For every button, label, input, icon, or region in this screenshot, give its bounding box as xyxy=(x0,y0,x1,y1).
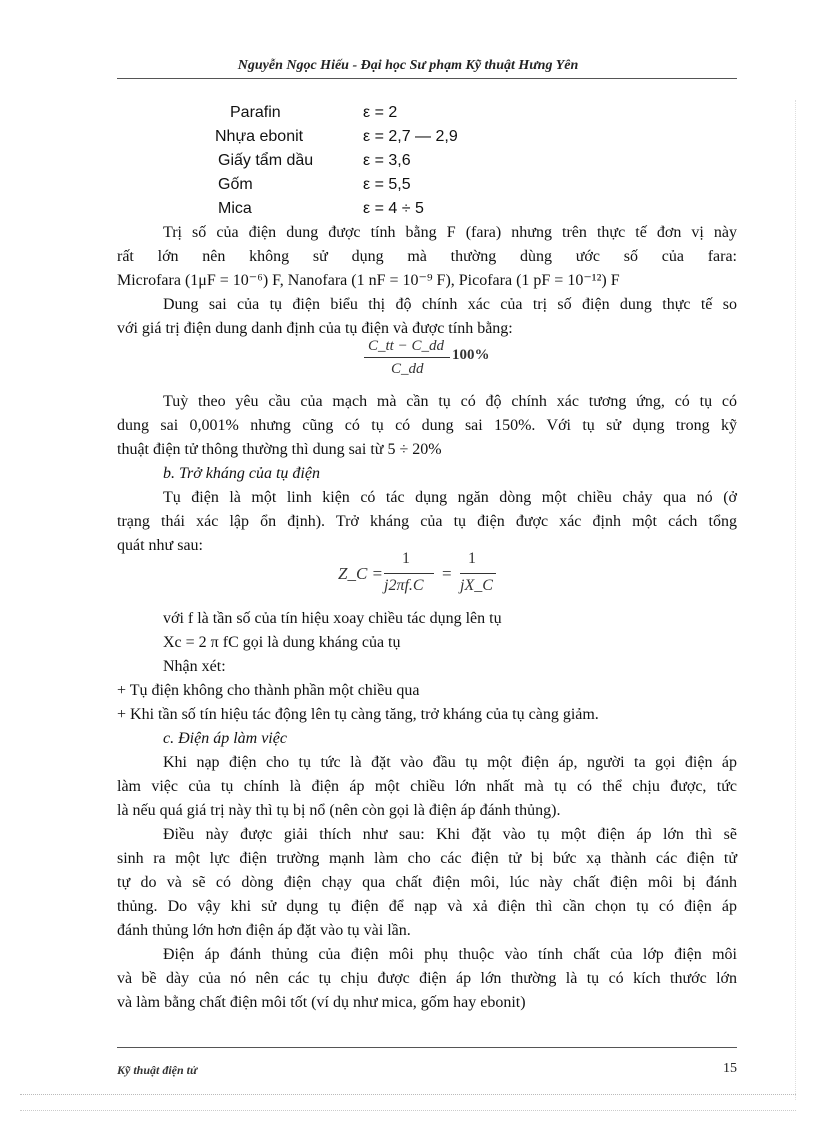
formula-equals: = xyxy=(442,564,452,583)
footer-rule xyxy=(117,1047,737,1048)
formula-suffix: 100% xyxy=(452,347,490,363)
material-name: Mica xyxy=(218,200,252,217)
material-value: ε = 2,7 — 2,9 xyxy=(363,128,458,145)
formula-numerator: 1 xyxy=(402,550,410,567)
material-value: ε = 4 ÷ 5 xyxy=(363,200,424,217)
paragraph-line: Nhận xét: xyxy=(163,658,226,675)
bullet-item: + Khi tần số tín hiệu tác động lên tụ càng tăng, trở kháng của tụ càng giảm. xyxy=(117,706,599,723)
bullet-item: + Tụ điện không cho thành phần một chiều qua xyxy=(117,682,420,699)
paragraph-line: trạng thái xác lập ổn định). Trở kháng của tụ điện được xác định một cách tổng xyxy=(117,513,737,530)
paragraph-line: với giá trị điện dung danh định của tụ điện và được tính bằng: xyxy=(117,320,513,337)
paragraph-line: Xc = 2 π fC gọi là dung kháng của tụ xyxy=(163,634,401,651)
material-name: Parafin xyxy=(230,104,281,121)
paragraph-line: và làm bằng chất điện môi tốt (ví dụ như mica, gốm hay ebonit) xyxy=(117,994,526,1011)
page-header: Nguyễn Ngọc Hiếu - Đại học Sư phạm Kỹ thuật Hưng Yên xyxy=(237,58,579,73)
paragraph-line: Điện áp đánh thủng của điện môi phụ thuộc vào tính chất của lớp điện môi xyxy=(163,946,737,963)
material-name: Giấy tẩm dầu xyxy=(218,152,314,169)
paragraph-line: rất lớn nên không sử dụng mà thường dùng ước số của fara: xyxy=(117,248,737,265)
formula-numerator: 1 xyxy=(468,550,476,567)
formula-lhs: Z_C = xyxy=(338,564,384,583)
paragraph-line: thủng. Do vậy khi sử dụng tụ điện để nạp và xả điện thì cần chọn tụ có điện áp xyxy=(117,898,737,915)
material-name: Gốm xyxy=(218,176,253,193)
material-name: Nhựa ebonit xyxy=(215,128,304,145)
paragraph-line: tự do và sẽ có dòng điện chạy qua chất điện môi, lúc này chất điện môi bị đánh xyxy=(117,874,737,891)
paragraph-line: với f là tần số của tín hiệu xoay chiều tác dụng lên tụ xyxy=(163,610,502,627)
paragraph-line: là nếu quá giá trị này thì tụ bị nổ (nên còn gọi là điện áp đánh thủng). xyxy=(117,802,561,819)
section-heading-c: c. Điện áp làm việc xyxy=(163,730,287,747)
paragraph-line: sinh ra một lực điện trường mạnh làm cho các điện tử bị bức xạ thành các điện tử xyxy=(117,850,737,867)
paragraph-line: Microfara (1μF = 10⁻⁶) F, Nanofara (1 nF = 10⁻⁹ F), Picofara (1 pF = 10⁻¹²) F xyxy=(117,272,620,289)
scan-dotted-border xyxy=(20,1094,796,1095)
paragraph-line: Tụ điện là một linh kiện có tác dụng ngăn dòng một chiều chảy qua nó (ở xyxy=(163,489,737,506)
paragraph-line: và bề dày của nó nên các tụ chịu được điện áp lớn thường là tụ có kích thước lớn xyxy=(117,970,737,987)
paragraph-line: Trị số của điện dung được tính bằng F (fara) nhưng trên thực tế đơn vị này xyxy=(163,224,737,241)
fraction-bar xyxy=(460,573,496,574)
paragraph-line: Điều này được giải thích như sau: Khi đặt vào tụ một điện áp lớn thì sẽ xyxy=(163,826,737,843)
paragraph-line: dung sai 0,001% nhưng cũng có tụ có dung sai 150%. Với tụ sử dụng trong kỹ xyxy=(117,417,737,434)
material-value: ε = 3,6 xyxy=(363,152,411,169)
material-value: ε = 2 xyxy=(363,104,398,121)
formula-denominator: j2πf.C xyxy=(384,577,424,594)
header-rule xyxy=(117,78,737,79)
material-value: ε = 5,5 xyxy=(363,176,411,193)
page-number: 15 xyxy=(723,1061,737,1076)
scan-dotted-border xyxy=(20,1110,796,1111)
formula-denominator: jX_C xyxy=(460,577,493,594)
formula-numerator: C_tt − C_dd xyxy=(368,338,444,354)
paragraph-line: Tuỳ theo yêu cầu của mạch mà cần tụ có độ chính xác tương ứng, có tụ có xyxy=(163,393,737,410)
paragraph-line: làm việc của tụ chính là điện áp một chiều lớn nhất mà tụ có thể chịu được, tức xyxy=(117,778,737,795)
paragraph-line: Dung sai của tụ điện biểu thị độ chính xác của trị số điện dung thực tế so xyxy=(163,296,737,313)
formula-denominator: C_dd xyxy=(391,361,424,377)
paragraph-line: quát như sau: xyxy=(117,537,203,554)
fraction-bar xyxy=(384,573,434,574)
fraction-bar xyxy=(364,357,450,358)
footer-title: Kỹ thuật điện tử xyxy=(117,1063,198,1077)
scan-dotted-border xyxy=(795,100,796,1100)
paragraph-line: Khi nạp điện cho tụ tức là đặt vào đầu tụ một điện áp, người ta gọi điện áp xyxy=(163,754,737,771)
paragraph-line: thuật điện tử thông thường thì dung sai từ 5 ÷ 20% xyxy=(117,441,442,458)
paragraph-line: đánh thủng lớn hơn điện áp đặt vào tụ vài lần. xyxy=(117,922,411,939)
section-heading-b: b. Trở kháng của tụ điện xyxy=(163,465,320,482)
